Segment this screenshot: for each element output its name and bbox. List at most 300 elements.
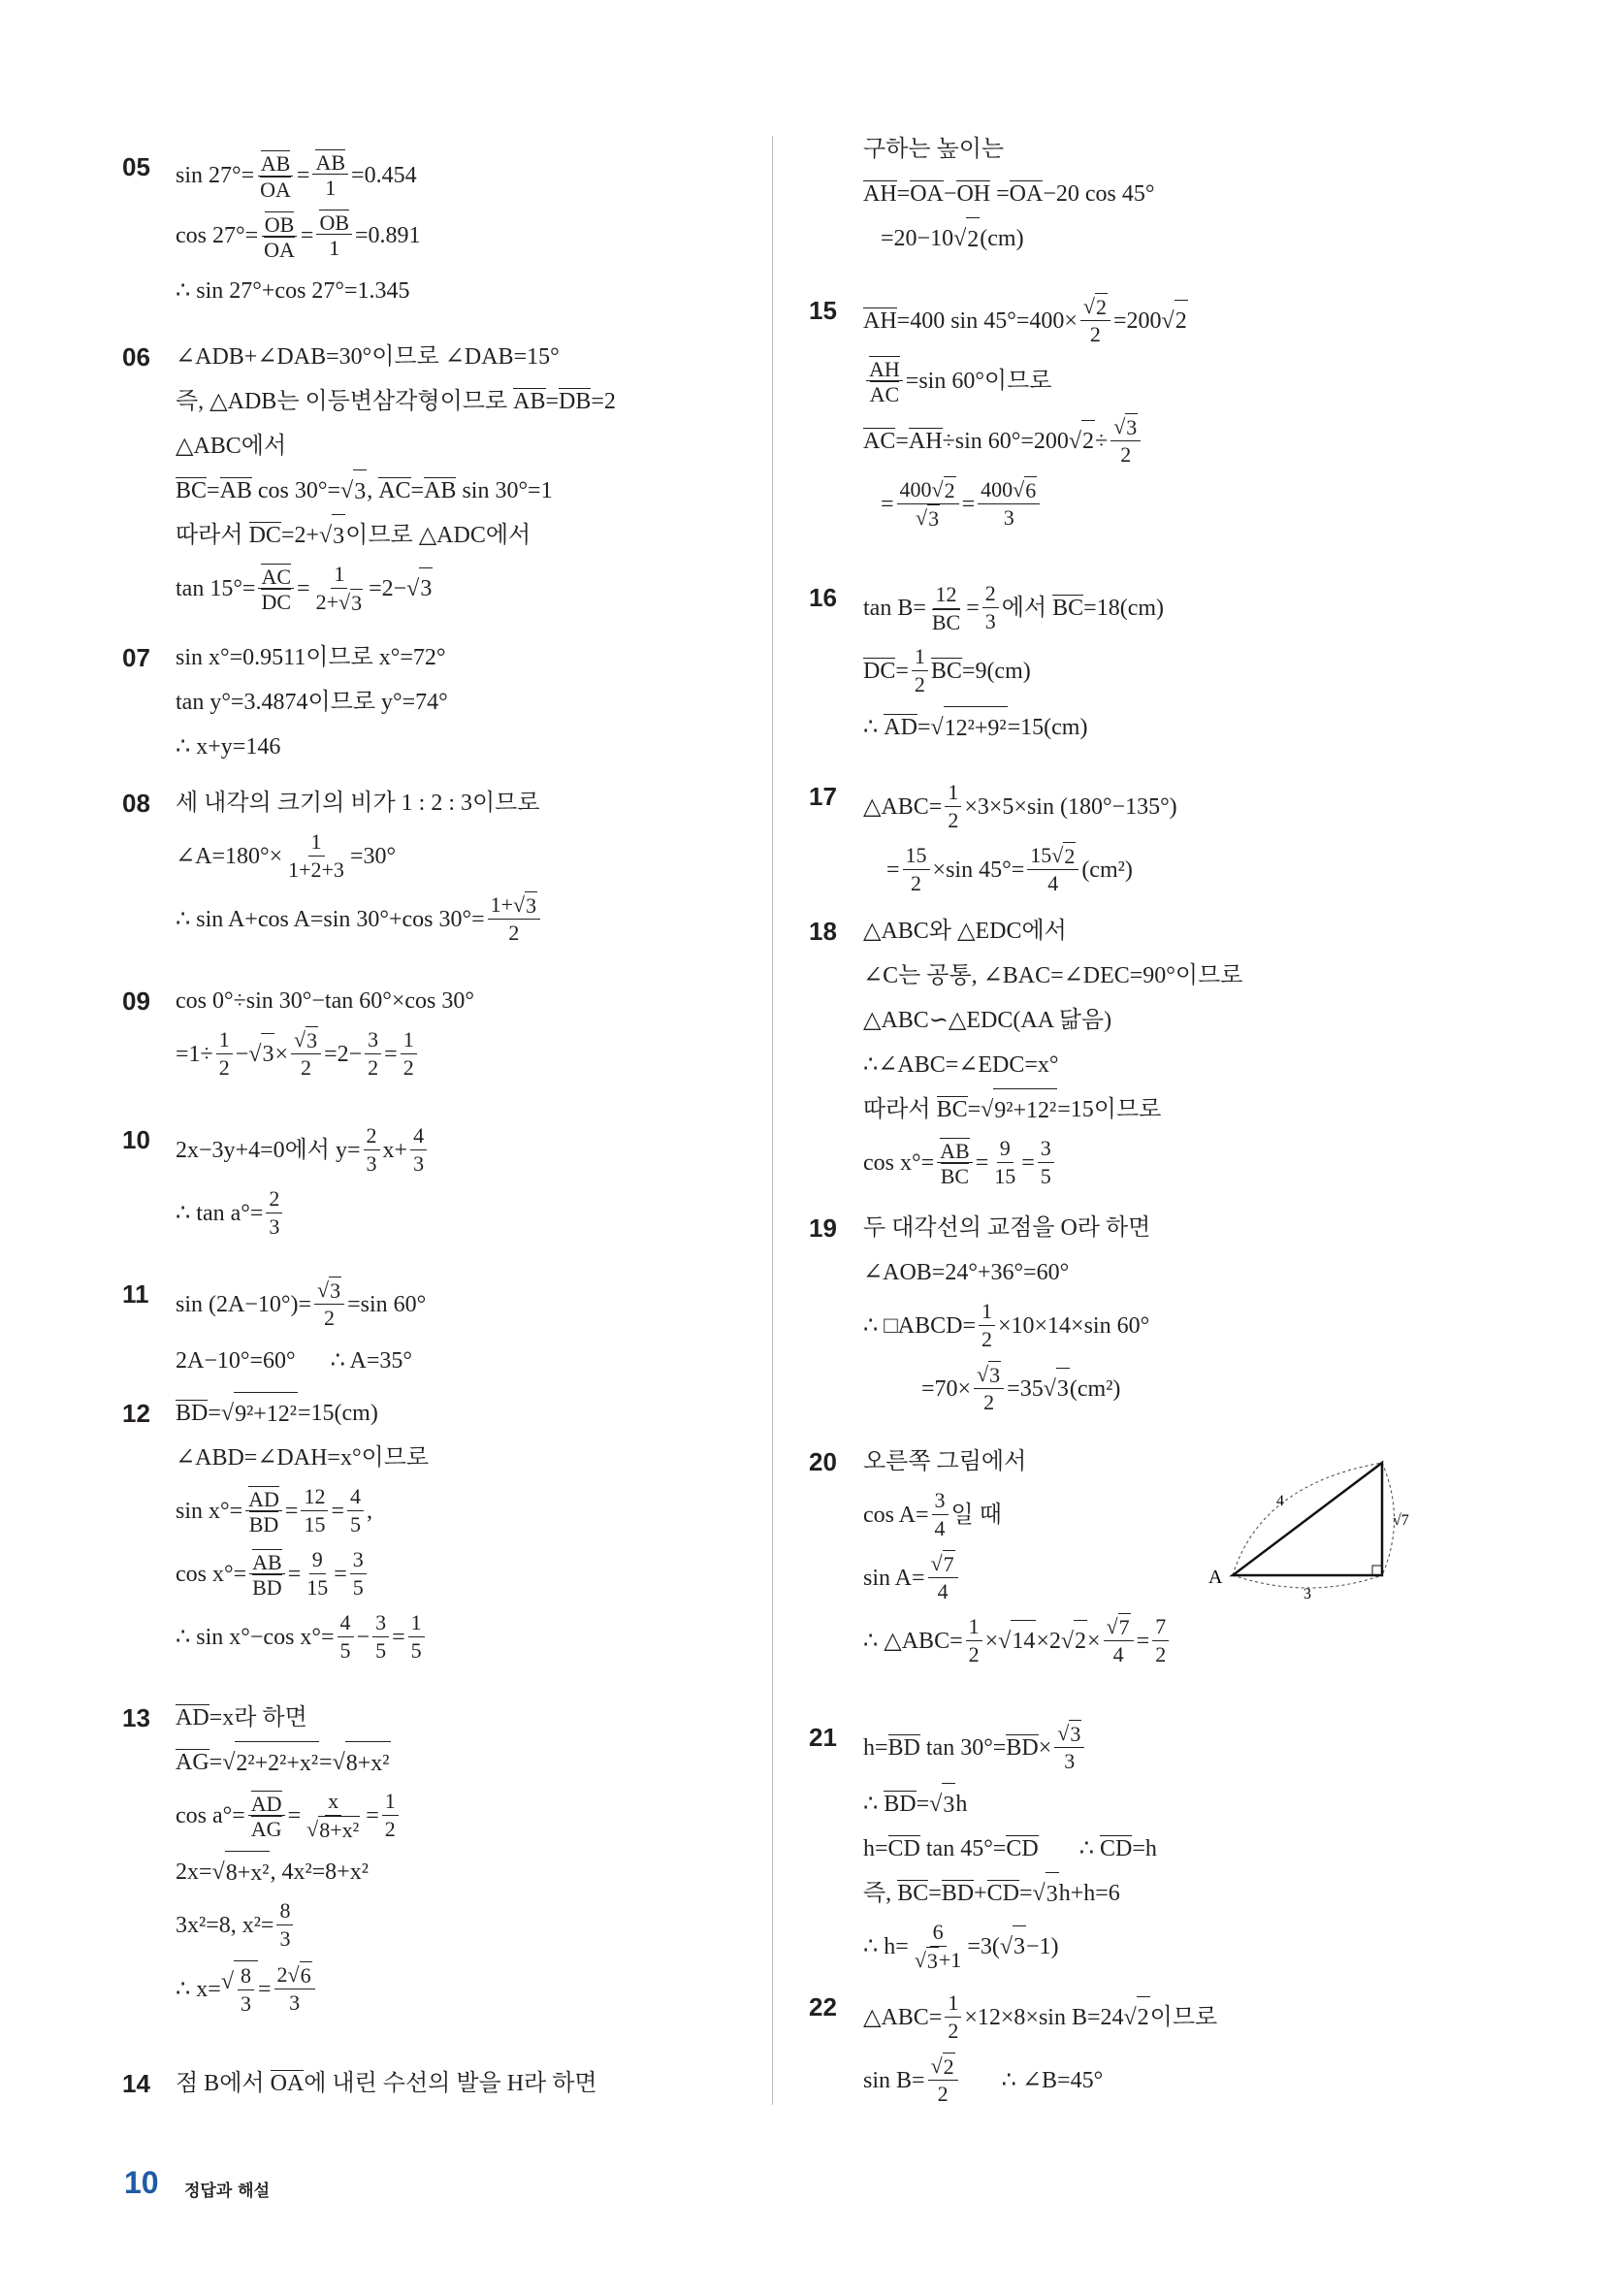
math-text: ∴ x+y=146 <box>176 734 281 760</box>
numerator <box>316 210 352 235</box>
math-text: =20−10 <box>863 226 954 251</box>
denominator <box>258 589 294 613</box>
math-text: ∠ABD=∠DAH=x°이므로 <box>176 1445 430 1471</box>
radical-sign: √ <box>220 1969 234 1994</box>
segment-overline: AB <box>424 478 457 504</box>
math-text: 두 대각선의 교점을 O라 하면 <box>863 1215 1151 1241</box>
math-text: 3 <box>1040 1136 1051 1160</box>
numerator <box>974 1361 1004 1389</box>
square-root <box>513 891 537 919</box>
solution-line <box>176 1277 426 1332</box>
numerator <box>249 1549 285 1574</box>
denominator <box>313 589 367 616</box>
segment-overline: AB <box>252 1549 282 1574</box>
math-text: = <box>966 595 980 621</box>
numerator <box>488 891 541 920</box>
math-text: 따라서 <box>176 523 249 548</box>
radicand <box>1013 1925 1026 1968</box>
math-text: 5 <box>375 1638 387 1663</box>
denominator <box>935 1578 951 1605</box>
math-text: = <box>916 1792 930 1817</box>
math-text: ∴ x= <box>176 1976 221 2002</box>
fraction <box>928 1550 958 1605</box>
solution-line <box>176 425 616 468</box>
solution-line <box>863 1487 1172 1542</box>
segment-overline: AB <box>315 150 346 175</box>
math-text: 3 <box>989 1362 1001 1387</box>
fraction <box>285 828 347 884</box>
radical-sign: √ <box>930 715 944 740</box>
denominator <box>912 1947 965 1974</box>
math-text: × <box>1038 1734 1052 1761</box>
denominator <box>249 1574 285 1599</box>
math-text: 9 <box>999 1136 1011 1160</box>
math-text: 2²+2²+x² <box>236 1750 319 1776</box>
radical-sign: √ <box>248 1041 262 1067</box>
fraction <box>945 1989 961 2045</box>
solution-line <box>176 210 421 262</box>
radicand <box>943 2053 955 2080</box>
math-text: 1 <box>948 780 959 804</box>
numerator <box>262 211 298 237</box>
radical-sign: √ <box>406 575 420 601</box>
numerator <box>903 842 930 870</box>
solution-line <box>176 1483 429 1538</box>
square-root <box>931 706 1008 749</box>
fraction <box>238 1962 254 2018</box>
radical-sign: √ <box>1123 2004 1137 2030</box>
numerator <box>933 581 960 609</box>
denominator <box>1038 1163 1054 1190</box>
fraction <box>912 643 928 698</box>
radical-sign: √ <box>220 1401 235 1426</box>
square-root <box>1124 1996 1150 2039</box>
fraction <box>945 779 961 834</box>
numerator <box>382 1788 399 1816</box>
numerator <box>1104 1613 1134 1641</box>
square-root <box>998 1620 1036 1663</box>
math-text: 6 <box>932 1920 944 1944</box>
math-text: 5 <box>352 1575 364 1600</box>
numerator <box>1038 1135 1054 1163</box>
solution-line <box>863 1135 1242 1190</box>
math-text: h= <box>863 1734 888 1761</box>
math-text: 1 <box>310 829 322 854</box>
solution-line <box>863 217 1154 260</box>
square-root <box>1107 1613 1131 1640</box>
square-root <box>248 1033 274 1076</box>
math-text: = <box>284 1498 299 1524</box>
denominator <box>408 1637 425 1665</box>
radicand <box>1011 1620 1036 1663</box>
math-text: 15 <box>1030 843 1052 867</box>
math-text: = <box>961 491 976 517</box>
radicand <box>306 1026 318 1053</box>
radicand <box>225 1851 271 1893</box>
solution-line <box>176 469 616 512</box>
math-text: =0.891 <box>355 223 421 249</box>
radical-sign: √ <box>977 1362 989 1386</box>
solution-lines <box>863 576 1164 751</box>
radicand <box>345 1741 391 1784</box>
math-text: 15 <box>994 1164 1016 1188</box>
solution-line <box>176 1026 474 1082</box>
fraction <box>274 1961 315 2017</box>
segment-overline: OH <box>956 181 991 208</box>
segment-overline: AB <box>260 151 291 177</box>
denominator <box>929 609 963 633</box>
math-text: 2 <box>937 2082 949 2106</box>
segment-overline: BD <box>884 1792 917 1818</box>
math-text: ∴∠ABC=∠EDC=x° <box>863 1052 1059 1078</box>
radical-sign: √ <box>1051 843 1064 867</box>
solution-line <box>863 2053 1217 2108</box>
solution-line <box>176 828 543 884</box>
math-text: =1÷ <box>176 1041 213 1067</box>
solution-line <box>863 1361 1150 1416</box>
fraction <box>897 476 959 532</box>
math-text: 12²+9² <box>944 715 1007 741</box>
square-root <box>333 1741 391 1784</box>
math-text: =9(cm) <box>961 658 1031 684</box>
footer-label: 정답과 해설 <box>184 2182 271 2201</box>
radical-sign: √ <box>318 523 333 548</box>
numerator <box>401 1026 417 1054</box>
math-text: = <box>208 1401 221 1426</box>
radicand <box>300 1961 312 1989</box>
denominator <box>304 1574 331 1601</box>
numerator <box>245 1486 282 1511</box>
math-text: 2 <box>948 808 959 832</box>
radicand <box>1118 1613 1131 1640</box>
radical-sign: √ <box>1113 414 1126 439</box>
numerator <box>309 1546 326 1574</box>
fraction <box>312 149 348 202</box>
right-angle-mark <box>1372 1566 1382 1575</box>
solution-line <box>176 1437 429 1479</box>
solution-line <box>863 580 1164 635</box>
math-text: = <box>895 428 909 454</box>
radical-sign: √ <box>1057 1721 1070 1745</box>
math-text: = <box>863 491 894 517</box>
math-text: 2 <box>983 1390 995 1414</box>
math-text: −1) <box>1026 1933 1059 1959</box>
math-text: 3 <box>1014 1934 1026 1960</box>
math-text: 3 <box>928 506 940 532</box>
math-text: =3( <box>967 1933 1000 1959</box>
denominator <box>266 1213 282 1241</box>
math-text: 1 <box>325 176 337 201</box>
math-text: tan B= <box>863 595 926 621</box>
denominator <box>248 1816 285 1840</box>
numerator <box>1080 293 1110 321</box>
solution-lines <box>863 775 1177 905</box>
math-text: 일 때 <box>950 1502 1002 1528</box>
math-text: △ABC∽△EDC(AA 닮음) <box>863 1008 1112 1033</box>
square-root <box>222 1741 319 1784</box>
math-text: − <box>235 1041 249 1067</box>
fraction <box>347 1483 364 1538</box>
radicand <box>419 567 433 610</box>
radical-sign: √ <box>1161 307 1175 334</box>
denominator <box>966 1641 982 1668</box>
numerator <box>930 1919 947 1947</box>
math-text: =2− <box>324 1041 363 1067</box>
solution-line <box>176 336 616 378</box>
math-text: =sin 60°이므로 <box>905 368 1052 394</box>
radicand <box>1074 1620 1087 1663</box>
denominator <box>304 1816 363 1843</box>
numerator <box>248 1791 285 1816</box>
base-label: 3 <box>1303 1586 1311 1602</box>
denominator <box>276 1925 293 1953</box>
denominator <box>321 1305 338 1332</box>
math-text: 3 <box>1070 1721 1081 1746</box>
math-text: 3 <box>368 1027 379 1051</box>
math-text: = <box>990 181 1010 207</box>
math-text: 5 <box>1040 1164 1051 1188</box>
fraction <box>216 1026 233 1082</box>
numerator <box>945 779 961 807</box>
math-text: 1 <box>402 1027 414 1051</box>
math-text: ÷ <box>1095 428 1109 454</box>
math-text: tan 30°= <box>919 1734 1007 1761</box>
math-text: tan 45°= <box>919 1836 1007 1861</box>
segment-overline: OB <box>264 211 295 237</box>
math-text: ÷sin 60°=200 <box>942 428 1069 454</box>
math-text: 2 <box>981 1327 992 1351</box>
math-text: = <box>967 1097 981 1122</box>
math-text: 3 <box>1003 505 1014 531</box>
numerator <box>912 643 928 671</box>
denominator <box>338 1637 354 1665</box>
math-text: sin x°= <box>176 1498 243 1524</box>
math-text: △ABC에서 <box>176 434 287 459</box>
segment-overline: BC <box>1052 595 1084 621</box>
math-text: = <box>1021 1149 1035 1176</box>
math-text: =35 <box>1007 1375 1044 1402</box>
math-text: 2 <box>1075 1629 1087 1655</box>
fraction <box>258 564 294 613</box>
numerator <box>928 2053 958 2081</box>
fraction <box>313 561 367 616</box>
segment-overline: AD <box>248 1486 279 1511</box>
square-root <box>931 2053 955 2080</box>
math-text: 1 <box>968 1614 980 1638</box>
fraction <box>1054 1720 1084 1775</box>
fraction <box>301 1483 328 1538</box>
problem-number: 19 <box>809 1213 837 1243</box>
solution-line <box>176 561 616 616</box>
math-text: 3 <box>1064 1749 1076 1773</box>
radicand <box>1095 293 1108 320</box>
denominator <box>364 1150 380 1178</box>
denominator <box>410 1150 427 1178</box>
math-text: 3 <box>934 1488 946 1512</box>
math-text: 2 <box>967 226 980 252</box>
segment-overline: DC <box>261 590 292 614</box>
math-text: sin x°=0.9511이므로 x°=72° <box>176 645 446 670</box>
math-text: 4 <box>937 1579 949 1603</box>
radicand <box>332 514 345 557</box>
math-text: = <box>410 478 425 503</box>
fraction <box>1038 1135 1054 1190</box>
math-text: 2 <box>1095 294 1107 319</box>
math-text: =h <box>1132 1836 1157 1861</box>
math-text: 3 <box>279 1926 291 1951</box>
problem-number: 11 <box>122 1279 149 1309</box>
segment-overline: AH <box>869 357 900 381</box>
square-root <box>1061 1620 1087 1663</box>
radical-sign: √ <box>338 590 351 614</box>
math-text: =2− <box>369 575 407 601</box>
math-text: 점 B에서 <box>176 2071 271 2096</box>
solution-lines <box>863 1716 1157 1982</box>
math-text: 즉, △ADB는 이등변삼각형이므로 <box>176 389 514 414</box>
segment-overline: AB <box>219 478 252 504</box>
math-text: 8+x² <box>345 1750 390 1776</box>
denominator <box>401 1054 417 1082</box>
math-text: × <box>984 1628 999 1654</box>
segment-overline: DB <box>559 389 592 415</box>
math-text: 3 <box>526 892 537 918</box>
segment-overline: AH <box>863 181 897 208</box>
math-text: = <box>863 857 900 883</box>
math-text: 1 <box>914 644 925 668</box>
solution-line <box>176 1697 402 1739</box>
fraction <box>316 210 352 262</box>
radicand <box>329 1277 341 1304</box>
math-text: ×10×14×sin 60° <box>997 1312 1150 1339</box>
solution-line <box>863 413 1188 469</box>
math-text: = <box>300 223 314 249</box>
math-text: cos a°= <box>176 1802 245 1828</box>
math-text: ×3×5×sin (180°−135°) <box>964 793 1177 820</box>
fraction <box>364 1122 380 1178</box>
fraction <box>372 1609 389 1665</box>
solution-lines <box>176 1118 430 1248</box>
solution-line <box>176 1546 429 1601</box>
math-text: ∠ADB+∠DAB=30°이므로 ∠DAB=15° <box>176 344 560 370</box>
segment-overline: CD <box>1099 1836 1133 1862</box>
radicand <box>966 217 980 260</box>
square-root <box>1051 842 1076 869</box>
math-text: = <box>331 1498 345 1524</box>
math-text: 2 <box>368 1055 379 1080</box>
numerator <box>314 1277 344 1305</box>
math-text: 따라서 <box>863 1097 937 1122</box>
solution-line <box>863 1827 1157 1870</box>
solution-lines <box>863 128 1154 262</box>
solution-line <box>176 782 543 825</box>
solution-line <box>176 2062 597 2105</box>
radicand <box>1175 300 1188 342</box>
segment-overline: BD <box>941 1881 975 1907</box>
radicand <box>927 504 940 532</box>
fraction <box>912 1919 965 1974</box>
math-text: = <box>917 715 931 740</box>
side-label: √7 <box>1393 1512 1409 1529</box>
square-root <box>932 476 956 503</box>
math-text: 에서 <box>1001 595 1053 621</box>
math-text: 에 내린 수선의 발을 H라 하면 <box>304 2071 597 2096</box>
solution-line <box>176 1340 426 1382</box>
numerator <box>966 1613 982 1641</box>
math-text: 3x²=8, x²= <box>176 1912 274 1938</box>
solution-line <box>176 270 421 312</box>
segment-overline: BC <box>930 658 962 684</box>
fraction <box>257 150 294 200</box>
solution-lines <box>176 336 616 624</box>
solution-line <box>863 999 1242 1042</box>
math-text: = <box>319 1750 333 1775</box>
math-text: ∠A=180°× <box>176 843 283 869</box>
math-text: = <box>366 1802 379 1828</box>
math-text: 2 <box>948 2019 959 2043</box>
fraction <box>291 1026 321 1082</box>
numerator <box>997 1135 1014 1163</box>
math-text: 12 <box>935 582 957 607</box>
denominator <box>867 381 903 405</box>
solution-line <box>176 1122 430 1178</box>
denominator <box>216 1054 233 1082</box>
square-root <box>340 469 367 512</box>
math-text: 7 <box>1118 1614 1130 1639</box>
math-text: tan y°=3.4874이므로 y°=74° <box>176 690 448 715</box>
segment-overline: BD <box>1006 1734 1039 1761</box>
math-text: = <box>896 181 911 207</box>
fraction <box>382 1788 399 1843</box>
fraction <box>903 842 930 897</box>
problem-number: 21 <box>809 1723 837 1752</box>
solution-line <box>863 1251 1150 1294</box>
numerator <box>410 1122 427 1150</box>
segment-overline: AC <box>261 564 292 589</box>
numerator <box>1110 413 1141 441</box>
solution-line <box>863 706 1164 749</box>
segment-overline: DC <box>248 523 281 549</box>
hypotenuse-label: 4 <box>1276 1493 1284 1509</box>
math-text: 2 <box>1155 1642 1167 1666</box>
math-text: 6 <box>300 1962 311 1988</box>
solution-line <box>863 1720 1157 1775</box>
segment-overline: BD <box>887 1734 920 1761</box>
fraction <box>932 1487 949 1542</box>
solution-line <box>863 476 1188 532</box>
math-text: 8+x² <box>225 1859 270 1886</box>
math-text: (cm) <box>980 226 1024 251</box>
math-text: , 4x²=8+x² <box>270 1859 369 1885</box>
solution-line <box>863 1298 1150 1353</box>
math-text: −20 cos 45° <box>1043 181 1155 207</box>
math-text: 2 <box>1064 843 1076 868</box>
vertex-label: A <box>1208 1567 1223 1588</box>
solution-line <box>176 891 543 947</box>
denominator <box>991 1163 1018 1190</box>
numerator <box>325 1788 341 1816</box>
denominator <box>350 1574 367 1601</box>
math-text: h <box>955 1792 968 1817</box>
denominator <box>912 671 928 698</box>
radicand <box>353 469 367 512</box>
numerator <box>274 1961 315 1989</box>
math-text: 8 <box>279 1898 291 1923</box>
math-text: 400 <box>981 477 1014 502</box>
numerator <box>1152 1613 1169 1641</box>
radicand <box>944 476 956 503</box>
numerator <box>258 564 294 589</box>
numerator <box>238 1962 254 1990</box>
